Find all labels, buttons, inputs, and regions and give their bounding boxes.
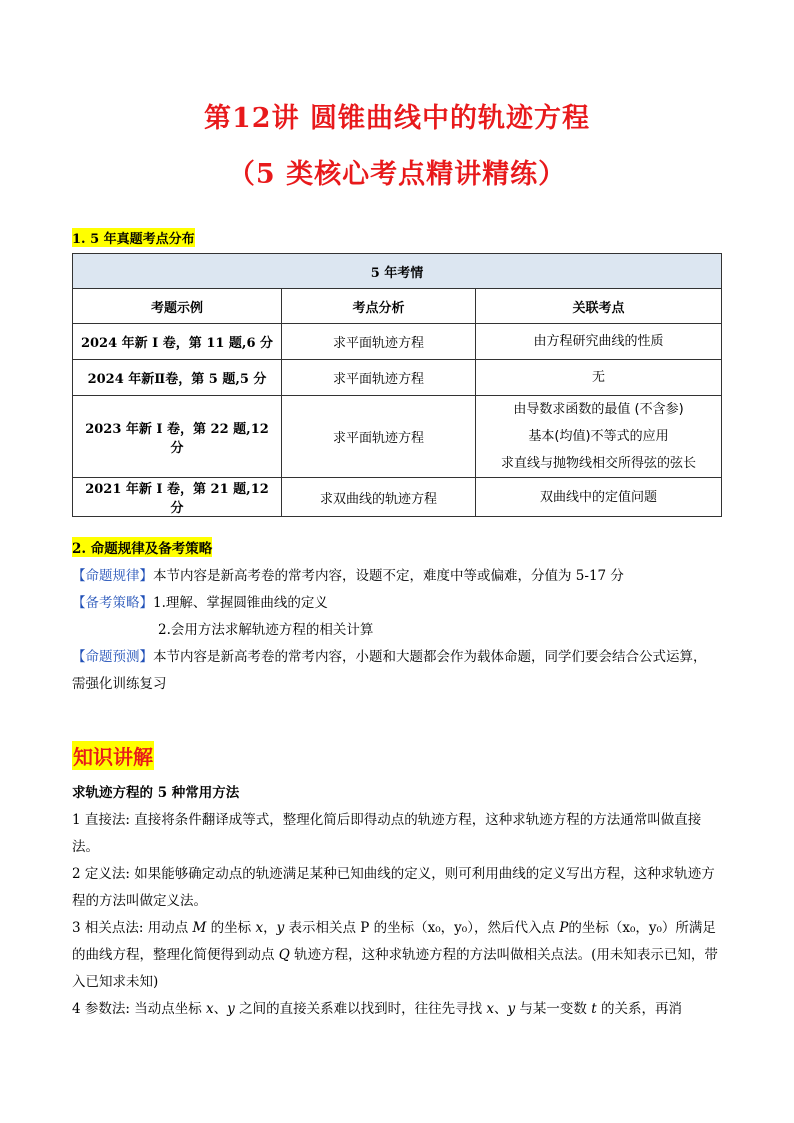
text-run: 与某一变数 bbox=[515, 1001, 592, 1017]
table-row bbox=[73, 324, 722, 360]
cell-analysis: 求平面轨迹方程 bbox=[282, 396, 476, 478]
cell-example: 2023 年新 I 卷，第 22 题,12 分 bbox=[73, 396, 282, 478]
method-related-point bbox=[72, 915, 722, 996]
methods-subheading: 求轨迹方程的 5 种常用方法 bbox=[72, 785, 240, 801]
cell-related bbox=[476, 396, 722, 478]
text-run: 4 参数法: 当动点坐标 bbox=[72, 1001, 207, 1017]
prediction-line-1 bbox=[72, 645, 707, 665]
text-run: 轨迹方程，这种求轨迹方程的方法叫做相关点法。(用未知表示已知，带入已知求未知) bbox=[72, 947, 718, 990]
text-run: 之间的直接关系难以找到时，往往先寻找 bbox=[234, 1001, 487, 1017]
text-run: 的坐标（x₀，y₀）所满足的曲线方程，整理化简便得到动点 bbox=[72, 920, 716, 963]
text-run: 3 相关点法: 用动点 bbox=[72, 920, 193, 936]
table-row bbox=[73, 360, 722, 396]
method-parameter bbox=[72, 996, 722, 1023]
variable-y: y bbox=[227, 1001, 235, 1017]
text-run: 的坐标 bbox=[206, 920, 256, 936]
variable-x: x bbox=[206, 1001, 214, 1017]
table-row bbox=[73, 396, 722, 478]
cell-analysis: 求平面轨迹方程 bbox=[282, 324, 476, 360]
variable-x: x bbox=[255, 920, 264, 936]
text-run: 表示相关点 P 的坐标（x₀，y₀），然后代入点 bbox=[284, 920, 560, 936]
cell-example: 2021 年新 I 卷，第 21 题,12 分 bbox=[73, 478, 282, 517]
cell-example: 2024 年新Ⅱ卷，第 5 题,5 分 bbox=[73, 360, 282, 396]
strategy-line-1 bbox=[72, 591, 328, 611]
cell-related: 双曲线中的定值问题 bbox=[476, 478, 722, 517]
exam-distribution-table bbox=[72, 253, 722, 517]
text-run: 的关系，再消 bbox=[596, 1001, 682, 1017]
related-item: 求直线与抛物线相交所得弦的弦长 bbox=[500, 456, 696, 471]
cell-analysis: 求双曲线的轨迹方程 bbox=[282, 478, 476, 517]
method-definition: 2 定义法: 如果能够确定动点的轨迹满足某种已知曲线的定义，则可利用曲线的定义写出方程，这种求轨迹方程的方法叫做定义法。 bbox=[72, 866, 715, 909]
related-item: 基本(均值)不等式的应用 bbox=[528, 429, 669, 444]
table-row bbox=[73, 478, 722, 517]
rule-label: 【命题规律】 bbox=[72, 568, 153, 584]
column-header-related: 关联考点 bbox=[476, 289, 722, 324]
strategy-item-2: 2.会用方法求解轨迹方程的相关计算 bbox=[158, 622, 374, 638]
variable-M: M bbox=[192, 920, 207, 936]
column-header-analysis: 考点分析 bbox=[282, 289, 476, 324]
cell-related: 由方程研究曲线的性质 bbox=[476, 324, 722, 360]
variable-P: P bbox=[559, 920, 569, 936]
page-subtitle: （5 类核心考点精讲精练） bbox=[227, 159, 567, 190]
strategy-label: 【备考策略】 bbox=[72, 595, 153, 611]
text-run: 、 bbox=[213, 1001, 228, 1017]
rule-text: 本节内容是新高考卷的常考内容，设题不定，难度中等或偏难，分值为 5-17 分 bbox=[153, 568, 624, 584]
variable-y: y bbox=[276, 920, 285, 936]
method-direct: 1 直接法: 直接将条件翻译成等式，整理化简后即得动点的轨迹方程，这种求轨迹方程的方法通常叫做直接法。 bbox=[72, 812, 702, 855]
prediction-label: 【命题预测】 bbox=[72, 649, 153, 665]
text-run: 、 bbox=[494, 1001, 508, 1017]
variable-Q: Q bbox=[278, 947, 290, 963]
prediction-text: 本节内容是新高考卷的常考内容，小题和大题都会作为载体命题，同学们要会结合公式运算， bbox=[153, 649, 707, 665]
section-heading-strategy: 2. 命题规律及备考策略 bbox=[72, 537, 212, 557]
related-item: 由导数求函数的最值 (不含参) bbox=[513, 402, 684, 417]
knowledge-heading: 知识讲解 bbox=[72, 741, 154, 770]
variable-t: t bbox=[591, 1001, 597, 1017]
proposition-rule bbox=[72, 564, 624, 584]
cell-example: 2024 年新 I 卷，第 11 题,6 分 bbox=[73, 324, 282, 360]
column-header-example: 考题示例 bbox=[73, 289, 282, 324]
prediction-line-2: 需强化训练复习 bbox=[72, 676, 167, 692]
text-run: ， bbox=[263, 920, 277, 936]
cell-analysis: 求平面轨迹方程 bbox=[282, 360, 476, 396]
strategy-item-1: 1.理解、掌握圆锥曲线的定义 bbox=[153, 595, 328, 611]
page-title: 第12讲 圆锥曲线中的轨迹方程 bbox=[204, 103, 590, 134]
table-banner: 5 年考情 bbox=[73, 254, 722, 289]
variable-y: y bbox=[507, 1001, 516, 1017]
section-heading-exam-distribution: 1. 5 年真题考点分布 bbox=[72, 228, 195, 247]
variable-x: x bbox=[486, 1001, 494, 1017]
cell-related: 无 bbox=[476, 360, 722, 396]
